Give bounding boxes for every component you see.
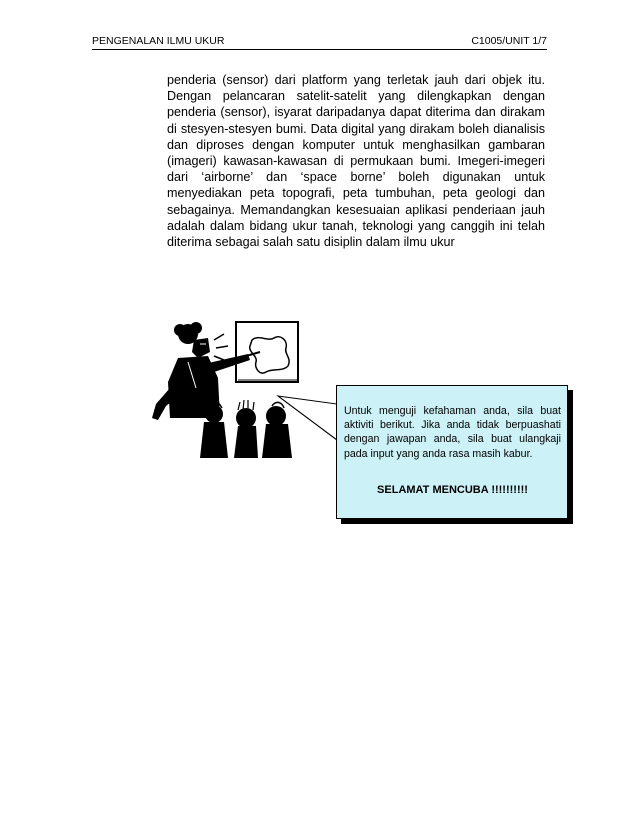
callout-message: Untuk menguji kefahaman anda, sila buat aktiviti berikut. Jika anda tidak berpuashati dengan jawapan anda, sila buat ulangkaji pada input yang anda rasa masih kabur.	[344, 405, 561, 460]
body-paragraph: penderia (sensor) dari platform yang terletak jauh dari objek itu. Dengan pelancaran satelit-satelit yang dilengkapkan dengan penderia (sensor), isyarat daripadanya dapat diterima dan dirakam di stesyen-stesyen bumi. Data digital yang dirakam boleh dianalisis dan diproses dengan komputer untuk menghasilkan gambaran (imageri) kawasan-kawasan di permukaan bumi. Imegeri-imegeri dari ‘airborne’ dan ‘space borne’ boleh digunakan untuk menyediakan peta topografi, peta tumbuhan, peta geologi dan sebagainya. Memandangkan kesesuaian aplikasi penderiaan jauh adalah dalam bidang ukur tanah, teknologi yang canggih ini telah diterima sebagai salah satu disiplin dalam ilmu ukur	[167, 73, 545, 250]
header-unit-code: C1005/UNIT 1/7	[471, 35, 547, 47]
callout-box	[336, 385, 568, 519]
header-title: PENGENALAN ILMU UKUR	[92, 35, 225, 47]
teacher-presenting-map-icon	[148, 318, 308, 458]
page-header	[92, 33, 547, 50]
callout-cta: SELAMAT MENCUBA !!!!!!!!!!	[377, 483, 528, 496]
body-text	[167, 72, 545, 250]
